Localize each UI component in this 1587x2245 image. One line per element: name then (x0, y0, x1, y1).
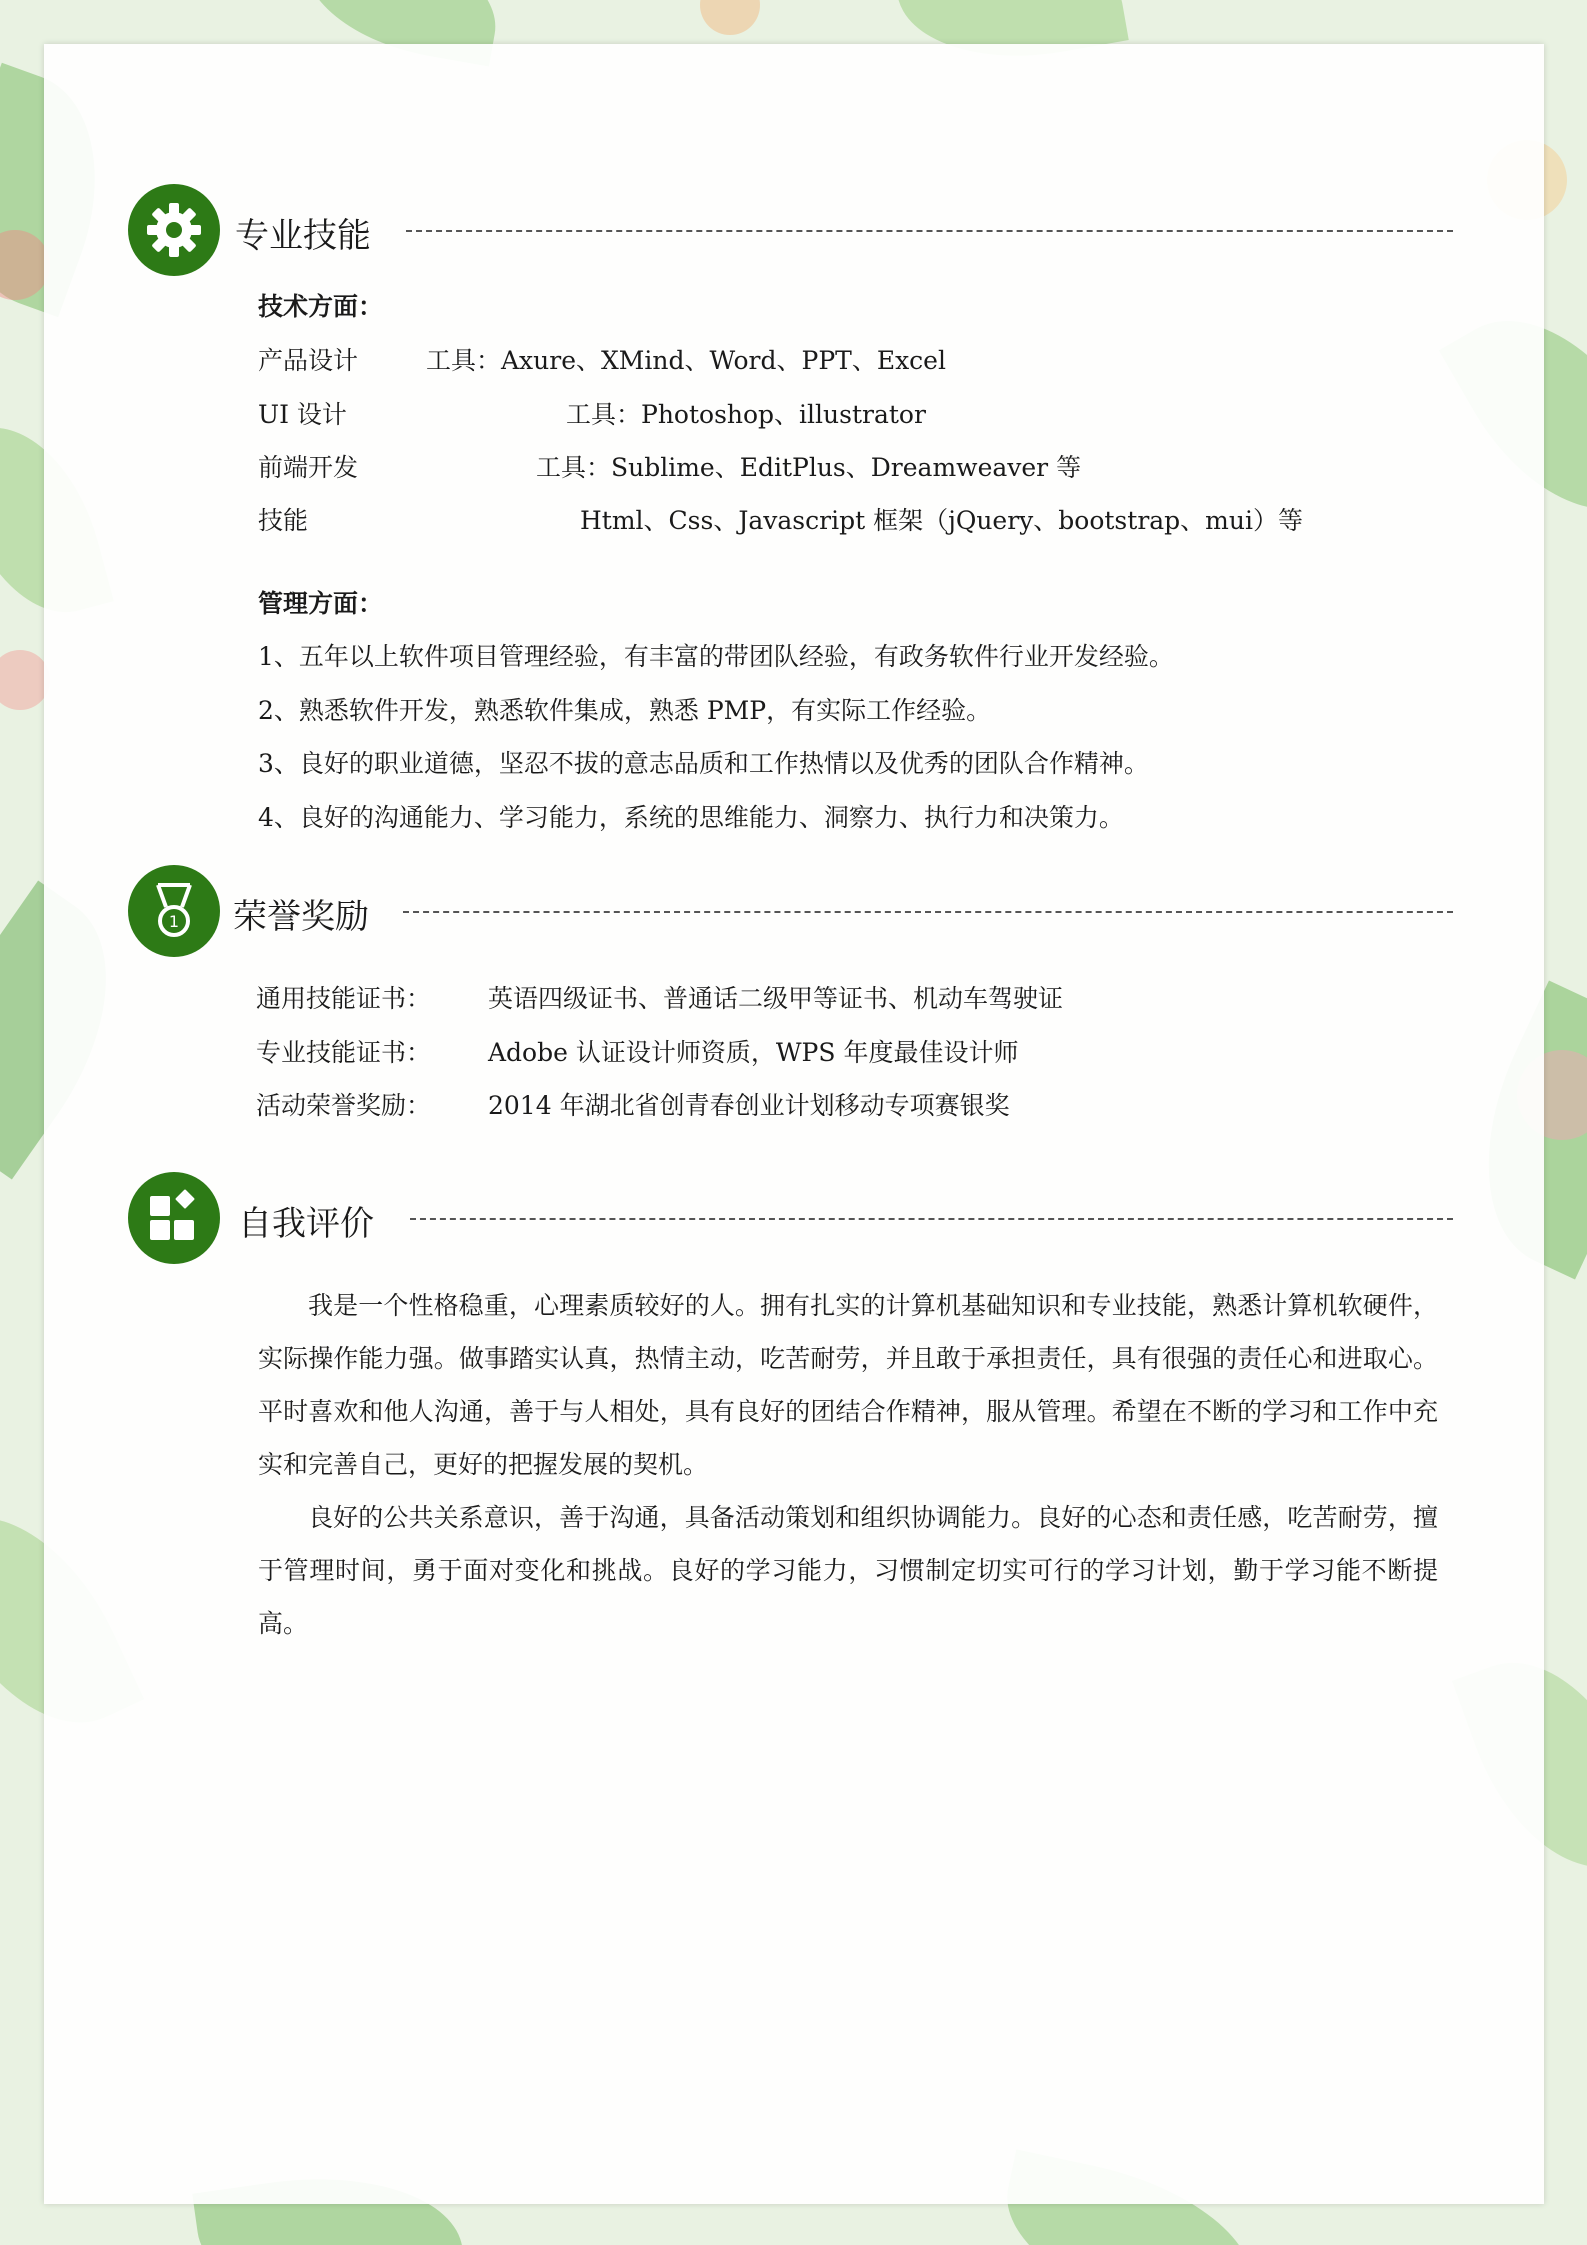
tech-row-value: 工具：Photoshop、illustrator (566, 400, 926, 429)
section-title: 自我评价 (238, 1204, 374, 1244)
honor-value: 英语四级证书、普通话二级甲等证书、机动车驾驶证 (488, 984, 1064, 1013)
dashed-divider (403, 911, 1453, 913)
svg-text:1: 1 (168, 912, 180, 931)
tech-row-value: 工具：Axure、XMind、Word、PPT、Excel (426, 346, 946, 375)
tech-row-value: 工具：Sublime、EditPlus、Dreamweaver 等 (536, 453, 1082, 482)
section-title: 荣誉奖励 (233, 897, 369, 937)
tech-row-label: 技能 (258, 506, 309, 535)
tech-row-label: 产品设计 (258, 346, 359, 375)
mgmt-item: 2、熟悉软件开发，熟悉软件集成，熟悉 PMP，有实际工作经验。 (258, 696, 992, 725)
tech-heading: 技术方面： (258, 292, 384, 321)
honor-value: 2014 年湖北省创青春创业计划移动专项赛银奖 (488, 1091, 1010, 1120)
self-eval-text (258, 1279, 1438, 1650)
mgmt-item: 1、五年以上软件项目管理经验，有丰富的带团队经验，有政务软件行业开发经验。 (258, 642, 1174, 671)
honor-label: 通用技能证书： (256, 984, 432, 1013)
honor-label: 活动荣誉奖励： (256, 1091, 432, 1120)
self-eval-paragraph: 我是一个性格稳重，心理素质较好的人。拥有扎实的计算机基础知识和专业技能，熟悉计算机软硬件，实际操作能力强。做事踏实认真，热情主动，吃苦耐劳，并且敢于承担责任，具有很强的责任心和进取心。平时喜欢和他人沟通，善于与人相处，具有良好的团结合作精神，服从管理。希望在不断的学习和工作中充实和完善自己，更好的把握发展的契机。 (258, 1291, 1438, 1479)
gear-icon (128, 184, 220, 276)
honor-label: 专业技能证书： (256, 1038, 432, 1067)
tech-row-label: 前端开发 (258, 453, 359, 482)
honors-section-header (128, 865, 1453, 957)
dashed-divider (410, 1218, 1453, 1220)
tech-row-value: Html、Css、Javascript 框架（jQuery、bootstrap、mui）等 (580, 506, 1303, 535)
section-title: 专业技能 (235, 216, 371, 256)
blocks-icon (128, 1172, 220, 1264)
medal-icon (128, 865, 220, 957)
dashed-divider (406, 230, 1453, 232)
honor-value: Adobe 认证设计师资质，WPS 年度最佳设计师 (488, 1038, 1019, 1067)
mgmt-heading: 管理方面： (258, 589, 384, 618)
mgmt-item: 4、良好的沟通能力、学习能力，系统的思维能力、洞察力、执行力和决策力。 (258, 803, 1124, 832)
skills-section-header (128, 184, 1453, 276)
self-eval-section-header (128, 1172, 1453, 1264)
mgmt-item: 3、良好的职业道德，坚忍不拔的意志品质和工作热情以及优秀的团队合作精神。 (258, 749, 1149, 778)
tech-row-label: UI 设计 (258, 400, 347, 429)
self-eval-paragraph: 良好的公共关系意识，善于沟通，具备活动策划和组织协调能力。良好的心态和责任感，吃苦耐劳，擅于管理时间，勇于面对变化和挑战。良好的学习能力，习惯制定切实可行的学习计划，勤于学习能不断提高。 (258, 1503, 1438, 1638)
